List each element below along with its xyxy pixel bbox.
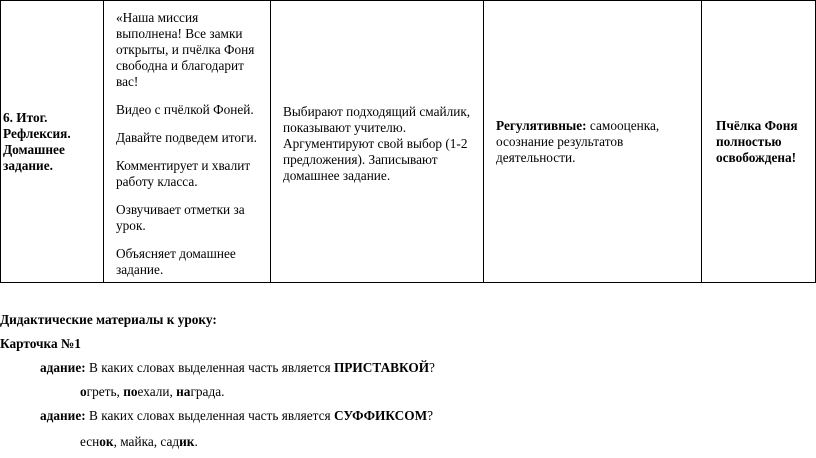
result-cell: Пчёлка Фоня полностью освобождена! xyxy=(702,1,816,283)
uud-cell xyxy=(484,1,702,283)
task-end: ? xyxy=(429,360,435,375)
word-part: о xyxy=(80,384,87,399)
teacher-activity-cell xyxy=(104,1,271,283)
uud-text: самооценка, осознание результатов деятельности. xyxy=(496,117,660,165)
word-part: майка xyxy=(120,434,154,449)
table-row xyxy=(1,1,816,283)
stage-cell: 6. Итог. Рефлексия. Домашнее задание. xyxy=(1,1,104,283)
word-part: по xyxy=(123,384,138,399)
task-label: адание: xyxy=(40,408,86,423)
word-part: ехали, xyxy=(137,384,177,399)
word-part: , xyxy=(113,434,121,449)
task-emphasis: ПРИСТАВКОЙ xyxy=(333,360,430,375)
teacher-line: Видео с пчёлкой Фоней. xyxy=(116,102,254,117)
word-part: града. xyxy=(190,384,225,399)
task-text: В каких словах выделенная часть является xyxy=(85,360,334,375)
word-part: греть, xyxy=(86,384,124,399)
word-part: есн xyxy=(80,434,100,449)
task-2 xyxy=(40,408,433,424)
word-list-2 xyxy=(80,434,198,450)
task-1 xyxy=(40,360,435,376)
task-text: В каких словах выделенная часть является xyxy=(85,408,334,423)
teacher-line: «Наша миссия выполнена! Все замки открыты, и пчёлка Фоня свободна и благодарит вас! xyxy=(116,10,255,89)
teacher-line: Объясняет домашнее задание. xyxy=(116,246,236,277)
word-part: сад xyxy=(160,434,180,449)
student-activity-cell: Выбирают подходящий смайлик, показывают учителю. Аргументируют свой выбор (1-2 предложения). Записывают домашнее задание. xyxy=(271,1,484,283)
uud-label: Регулятивные: xyxy=(496,117,587,133)
word-list-1 xyxy=(80,384,224,400)
task-end: ? xyxy=(427,408,434,423)
word-part: , xyxy=(153,434,161,449)
teacher-line: Давайте подведем итоги. xyxy=(116,130,257,145)
task-emphasis: СУФФИКСОМ xyxy=(333,408,428,423)
word-part: . xyxy=(194,434,198,449)
teacher-line: Озвучивает отметки за урок. xyxy=(116,202,245,233)
card-title: Карточка №1 xyxy=(0,336,81,351)
word-part: ик xyxy=(179,434,195,449)
teacher-line: Комментирует и хвалит работу класса. xyxy=(116,158,251,189)
word-part: на xyxy=(176,384,191,399)
word-part: ок xyxy=(99,434,114,449)
task-label: адание: xyxy=(40,360,86,375)
materials-title: Дидактические материалы к уроку: xyxy=(0,312,217,327)
